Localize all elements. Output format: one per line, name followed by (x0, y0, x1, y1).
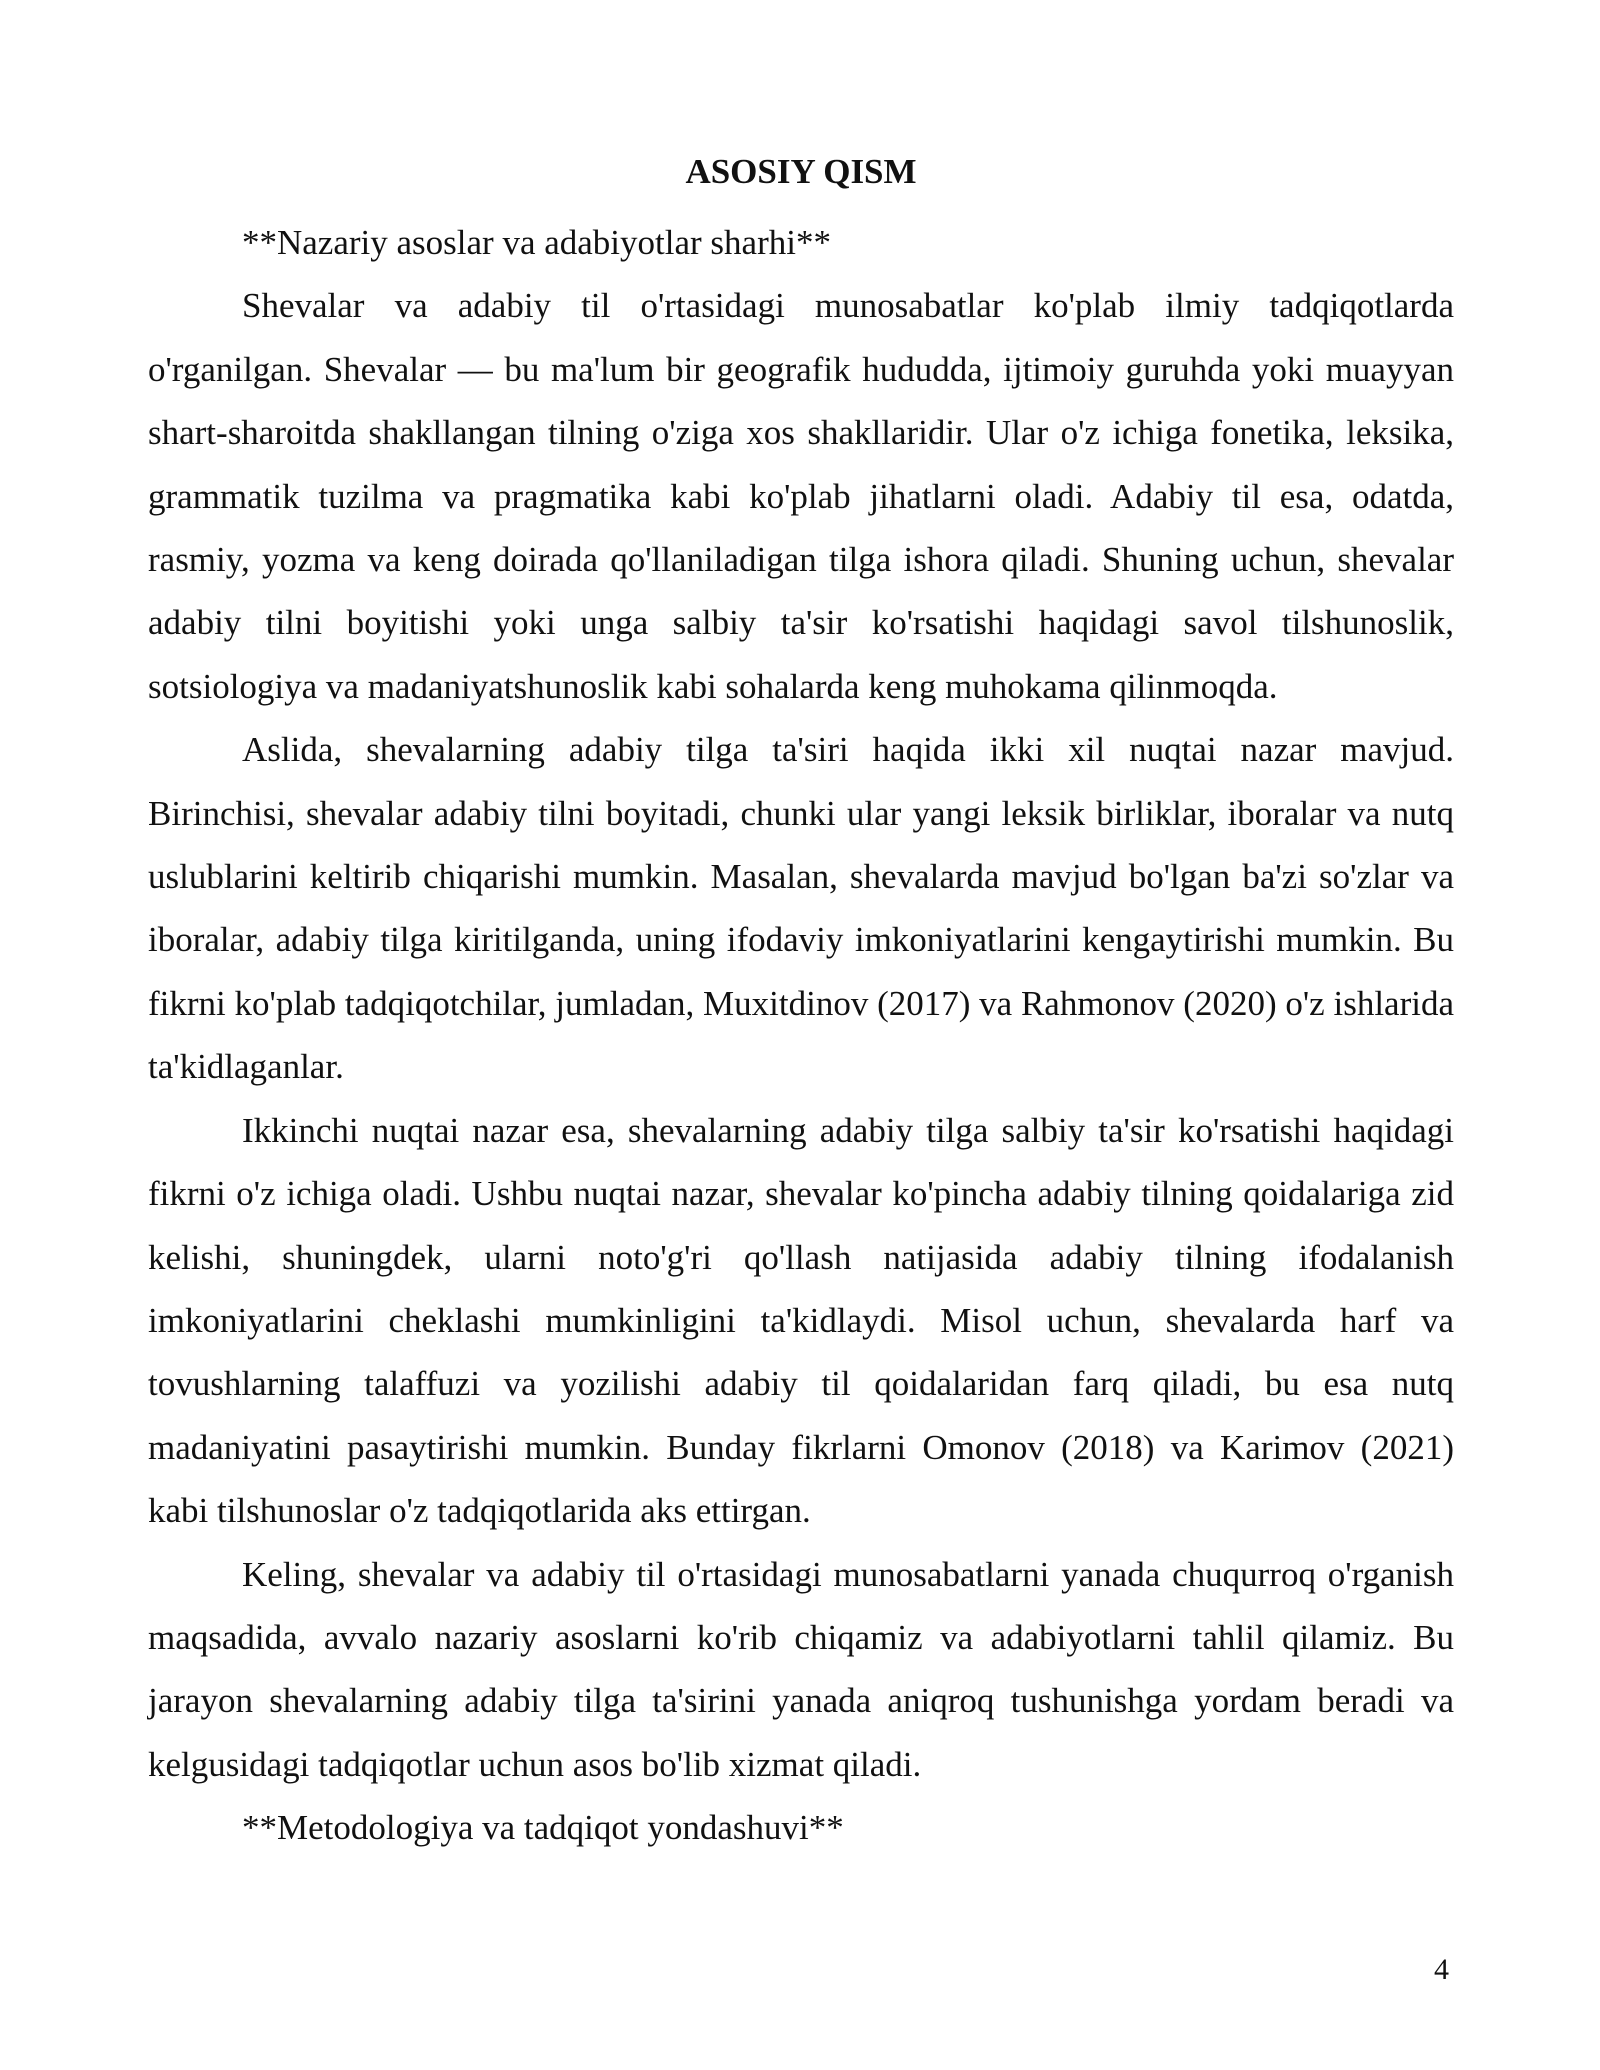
subheading-methodology: **Metodologiya va tadqiqot yondashuvi** (242, 1808, 844, 1848)
paragraph-2: Aslida, shevalarning adabiy tilga ta'siri haqida ikki xil nuqtai nazar mavjud. Birinchisi, shevalar adabiy tilni boyitadi, chunki ular yangi leksik birliklar, iboralar va nutq uslublarini keltirib chiqarishi mumkin. Masalan, shevalarda mavjud bo'lgan ba'zi so'zlar va iboralar, adabiy tilga kiritilganda, uning ifodaviy imkoniyatlarini kengaytirishi mumkin. Bu fikrni ko'plab tadqiqotchilar, jumladan, Muxitdinov (2017) va Rahmonov (2020) o'z ishlarida ta'kidlaganlar. (148, 730, 1454, 1087)
paragraph-3: Ikkinchi nuqtai nazar esa, shevalarning adabiy tilga salbiy ta'sir ko'rsatishi haqidagi fikrni o'z ichiga oladi. Ushbu nuqtai nazar, shevalar ko'pincha adabiy tilning qoidalariga zid kelishi, shuningdek, ularni noto'g'ri qo'llash natijasida adabiy tilning ifodalanish imkoniyatlarini cheklashi mumkinligini ta'kidlaydi. Misol uchun, shevalarda harf va tovushlarning talaffuzi va yozilishi adabiy til qoidalaridan farq qiladi, bu esa nutq madaniyatini pasaytirishi mumkin. Bunday fikrlarni Omonov (2018) va Karimov (2021) kabi tilshunoslar o'z tadqiqotlarida aks ettirgan. (148, 1110, 1454, 1531)
page-number: 4 (1434, 1953, 1449, 1986)
document-page (148, 148, 1454, 1860)
paragraph-1: Shevalar va adabiy til o'rtasidagi munosabatlar ko'plab ilmiy tadqiqotlarda o'rganilgan. Shevalar — bu ma'lum bir geografik hududda, ijtimoiy guruhda yoki muayyan shart-sharoitda shakllangan tilning o'ziga xos shakllaridir. Ular o'z ichiga fonetika, leksika, grammatik tuzilma va pragmatika kabi ko'plab jihatlarni oladi. Adabiy til esa, odatda, rasmiy, yozma va keng doirada qo'llaniladigan tilga ishora qiladi. Shuning uchun, shevalar adabiy tilni boyitishi yoki unga salbiy ta'sir ko'rsatishi haqidagi savol tilshunoslik, sotsiologiya va madaniyatshunoslik kabi sohalarda keng muhokama qilinmoqda. (148, 286, 1454, 706)
paragraph-4: Keling, shevalar va adabiy til o'rtasidagi munosabatlarni yanada chuqurroq o'rganish maqsadida, avvalo nazariy asoslarni ko'rib chiqamiz va adabiyotlarni tahlil qilamiz. Bu jarayon shevalarning adabiy tilga ta'sirini yanada aniqroq tushunishga yordam beradi va kelgusidagi tadqiqotlar uchun asos bo'lib xizmat qiladi. (148, 1554, 1454, 1784)
section-title: ASOSIY QISM (685, 152, 917, 191)
subheading-theory: **Nazariy asoslar va adabiyotlar sharhi** (242, 223, 831, 262)
